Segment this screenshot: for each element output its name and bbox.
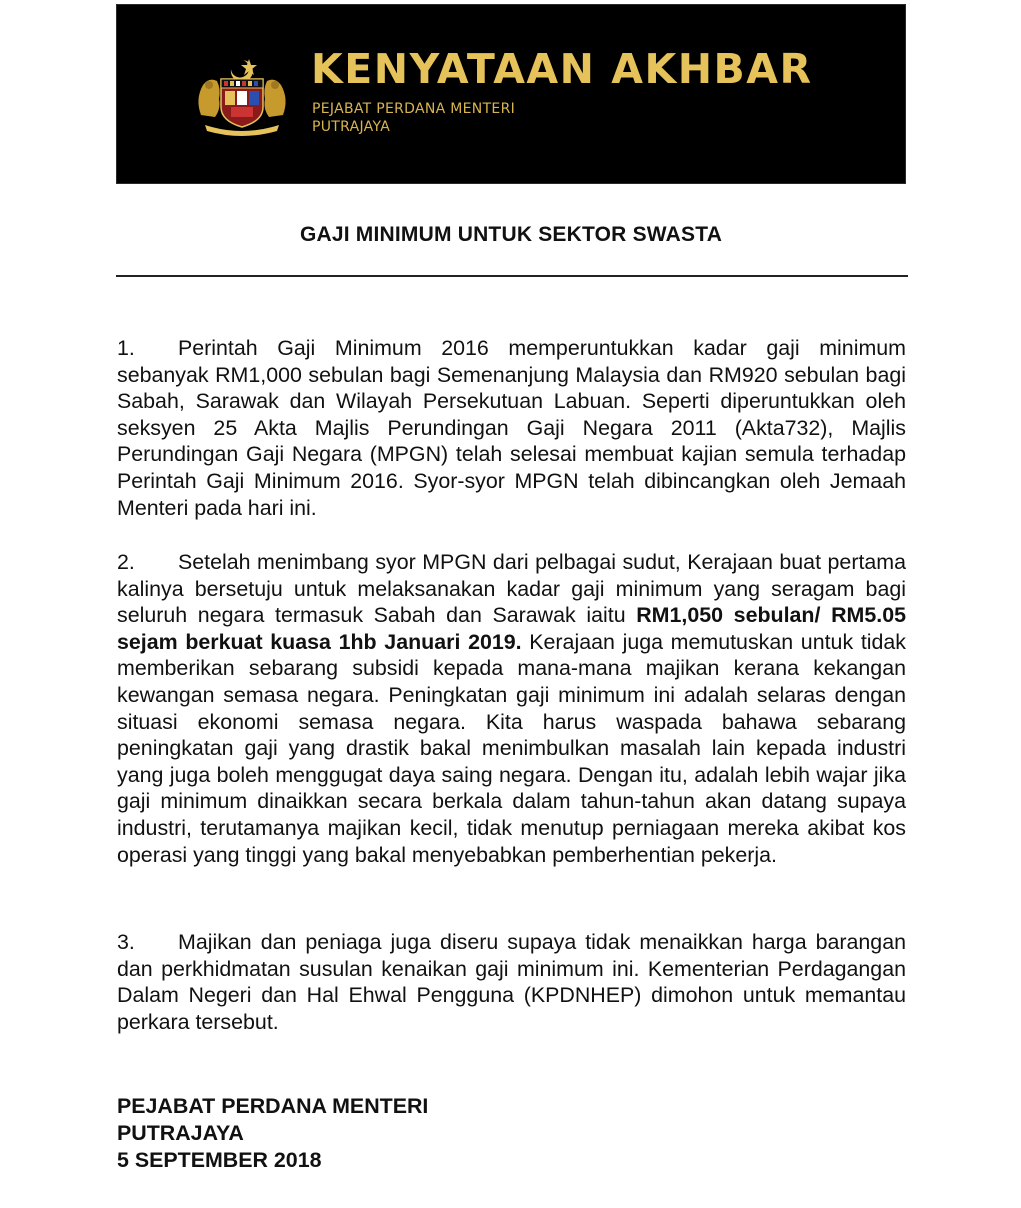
banner-title: KENYATAAN AKHBAR: [311, 45, 813, 93]
paragraph-number: 2.: [117, 550, 135, 574]
paragraph-highlight: RM1,050 sebulan/ RM5.05 sejam berkuat kuasa 1hb Januari 2019.: [117, 603, 906, 654]
paragraph-3: [117, 929, 906, 1035]
signoff-city: PUTRAJAYA: [117, 1121, 244, 1145]
paragraph-number: 3.: [117, 930, 135, 954]
coat-of-arms-icon: [191, 55, 293, 137]
paragraph-text: Perintah Gaji Minimum 2016 memperuntukkan kadar gaji minimum sebanyak RM1,000 sebulan bagi Semenanjung Malaysia dan RM920 sebulan bagi Sabah, Sarawak dan Wilayah Persekutuan Labuan. Seperti diperuntukkan oleh seksyen 25 Akta Majlis Perundingan Gaji Negara 2011 (Akta732), Majlis Perundingan Gaji Negara (MPGN) telah selesai membuat kajian semula terhadap Perintah Gaji Minimum 2016. Syor-syor MPGN telah dibincangkan oleh Jemaah Menteri pada hari ini.: [117, 336, 906, 520]
signoff-office: PEJABAT PERDANA MENTERI: [117, 1094, 429, 1118]
paragraph-1: [117, 335, 906, 521]
paragraph-text: Setelah menimbang syor MPGN dari pelbagai sudut, Kerajaan buat pertama kalinya bersetuju untuk melaksanakan kadar gaji minimum yang seragam bagi seluruh negara termasuk Sabah dan Sarawak iaitu: [117, 550, 906, 628]
paragraph-number: 1.: [117, 336, 135, 360]
paragraph-text: Kerajaan juga memutuskan untuk tidak memberikan sebarang subsidi kepada mana-mana majikan kerana kekangan kewangan semasa negara. Peningkatan gaji minimum ini adalah selaras dengan situasi ekonomi semasa negara. Kita harus waspada bahawa sebarang peningkatan gaji yang drastik bakal menimbulkan masalah lain kepada industri yang juga boleh menggugat daya saing negara. Dengan itu, adalah lebih wajar jika gaji minimum dinaikkan secara berkala dalam tahun-tahun akan datang supaya industri, terutamanya majikan kecil, tidak menutup perniagaan mereka akibat kos operasi yang tinggi yang bakal menyebabkan pemberhentian pekerja.: [117, 629, 906, 867]
signoff-block: [117, 1093, 428, 1174]
press-release-banner: [116, 4, 906, 184]
paragraph-2: [117, 549, 906, 868]
banner-subtitle-city: PUTRAJAYA: [312, 119, 391, 135]
title-divider: [116, 275, 908, 277]
document-title: GAJI MINIMUM UNTUK SEKTOR SWASTA: [299, 223, 723, 246]
banner-subtitle-office: PEJABAT PERDANA MENTERI: [312, 101, 516, 117]
paragraph-text: Majikan dan peniaga juga diseru supaya tidak menaikkan harga barangan dan perkhidmatan susulan kenaikan gaji minimum ini. Kementerian Perdagangan Dalam Negeri dan Hal Ehwal Pengguna (KPDNHEP) dimohon untuk memantau perkara tersebut.: [117, 930, 906, 1034]
signoff-date: 5 SEPTEMBER 2018: [117, 1148, 322, 1172]
